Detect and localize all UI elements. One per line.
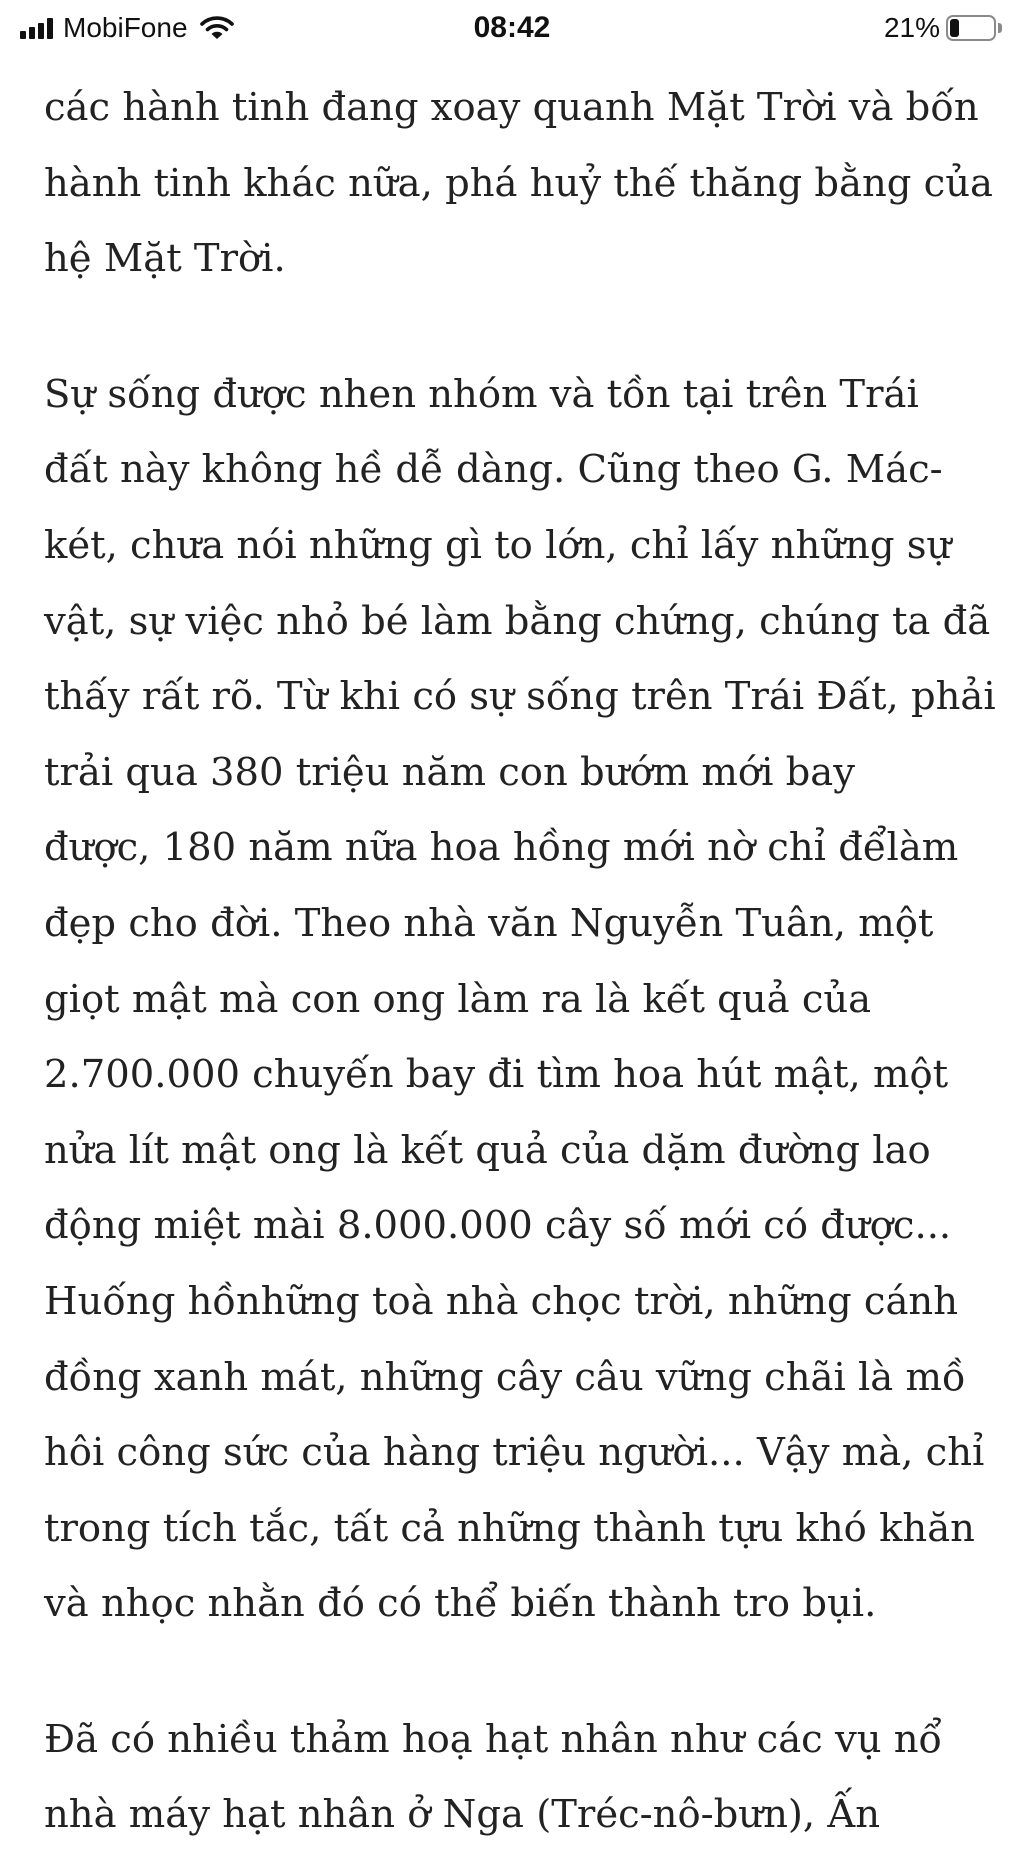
paragraph	[44, 70, 994, 297]
battery-cap	[998, 23, 1002, 33]
paragraph	[44, 1702, 994, 1853]
text-line: và nhọc nhằn đó có thể biến thành tro bụi.	[44, 1581, 877, 1627]
text-line: thấy rất rõ. Từ khi có sự sống trên Trái Đất, phải	[44, 674, 996, 720]
text-line: đất này không hề dễ dàng. Cũng theo G. Mác-	[44, 447, 943, 493]
text-line: vật, sự việc nhỏ bé làm bằng chứng, chúng ta đã	[44, 598, 991, 644]
text-line: hôi công sức của hàng triệu người... Vậy mà, chỉ	[44, 1430, 985, 1476]
text-line: 2.700.000 chuyến bay đi tìm hoa hút mật, một	[44, 1052, 949, 1098]
text-line: nửa lít mật ong là kết quả của dặm đường lao	[44, 1127, 931, 1173]
text-line: trải qua 380 triệu năm con bướm mới bay	[44, 749, 855, 795]
text-line: trong tích tắc, tất cả những thành tựu khó khăn	[44, 1505, 975, 1551]
text-line: Sự sống được nhen nhóm và tồn tại trên Trái	[44, 371, 919, 417]
status-bar	[0, 0, 1024, 56]
text-line: nhà máy hạt nhân ở Nga (Tréc-nô-bưn), Ấn	[44, 1792, 880, 1838]
text-line: giọt mật mà con ong làm ra là kết quả của	[44, 976, 872, 1022]
article-body	[44, 70, 994, 1853]
status-time: 08:42	[473, 11, 551, 44]
battery-icon	[946, 15, 1002, 41]
text-line: Huống hồnhững toà nhà chọc trời, những cánh	[44, 1278, 958, 1324]
text-line: hệ Mặt Trời.	[44, 236, 286, 282]
text-line: được, 180 năm nữa hoa hồng mới nờ chỉ đểlàm	[44, 825, 959, 871]
paragraph	[44, 357, 994, 1642]
text-line: các hành tinh đang xoay quanh Mặt Trời và bốn	[44, 85, 979, 130]
text-line: két, chưa nói những gì to lớn, chỉ lấy những sự	[44, 522, 952, 568]
status-right	[884, 10, 1002, 46]
carrier-name: MobiFone	[63, 12, 188, 43]
text-line: đồng xanh mát, những cây câu vững chãi là mồ	[44, 1354, 966, 1400]
paragraph-spacer	[44, 297, 994, 357]
battery-fill	[950, 19, 959, 37]
text-line: đẹp cho đời. Theo nhà văn Nguyễn Tuân, một	[44, 900, 934, 946]
battery-percent: 21%	[883, 12, 940, 43]
text-line: Đã có nhiều thảm hoạ hạt nhân như các vụ nổ	[44, 1716, 943, 1762]
text-line: động miệt mài 8.000.000 cây số mới có được...	[44, 1203, 952, 1249]
text-line: hành tinh khác nữa, phá huỷ thế thăng bằng của	[44, 160, 993, 206]
paragraph-spacer	[44, 1642, 994, 1702]
